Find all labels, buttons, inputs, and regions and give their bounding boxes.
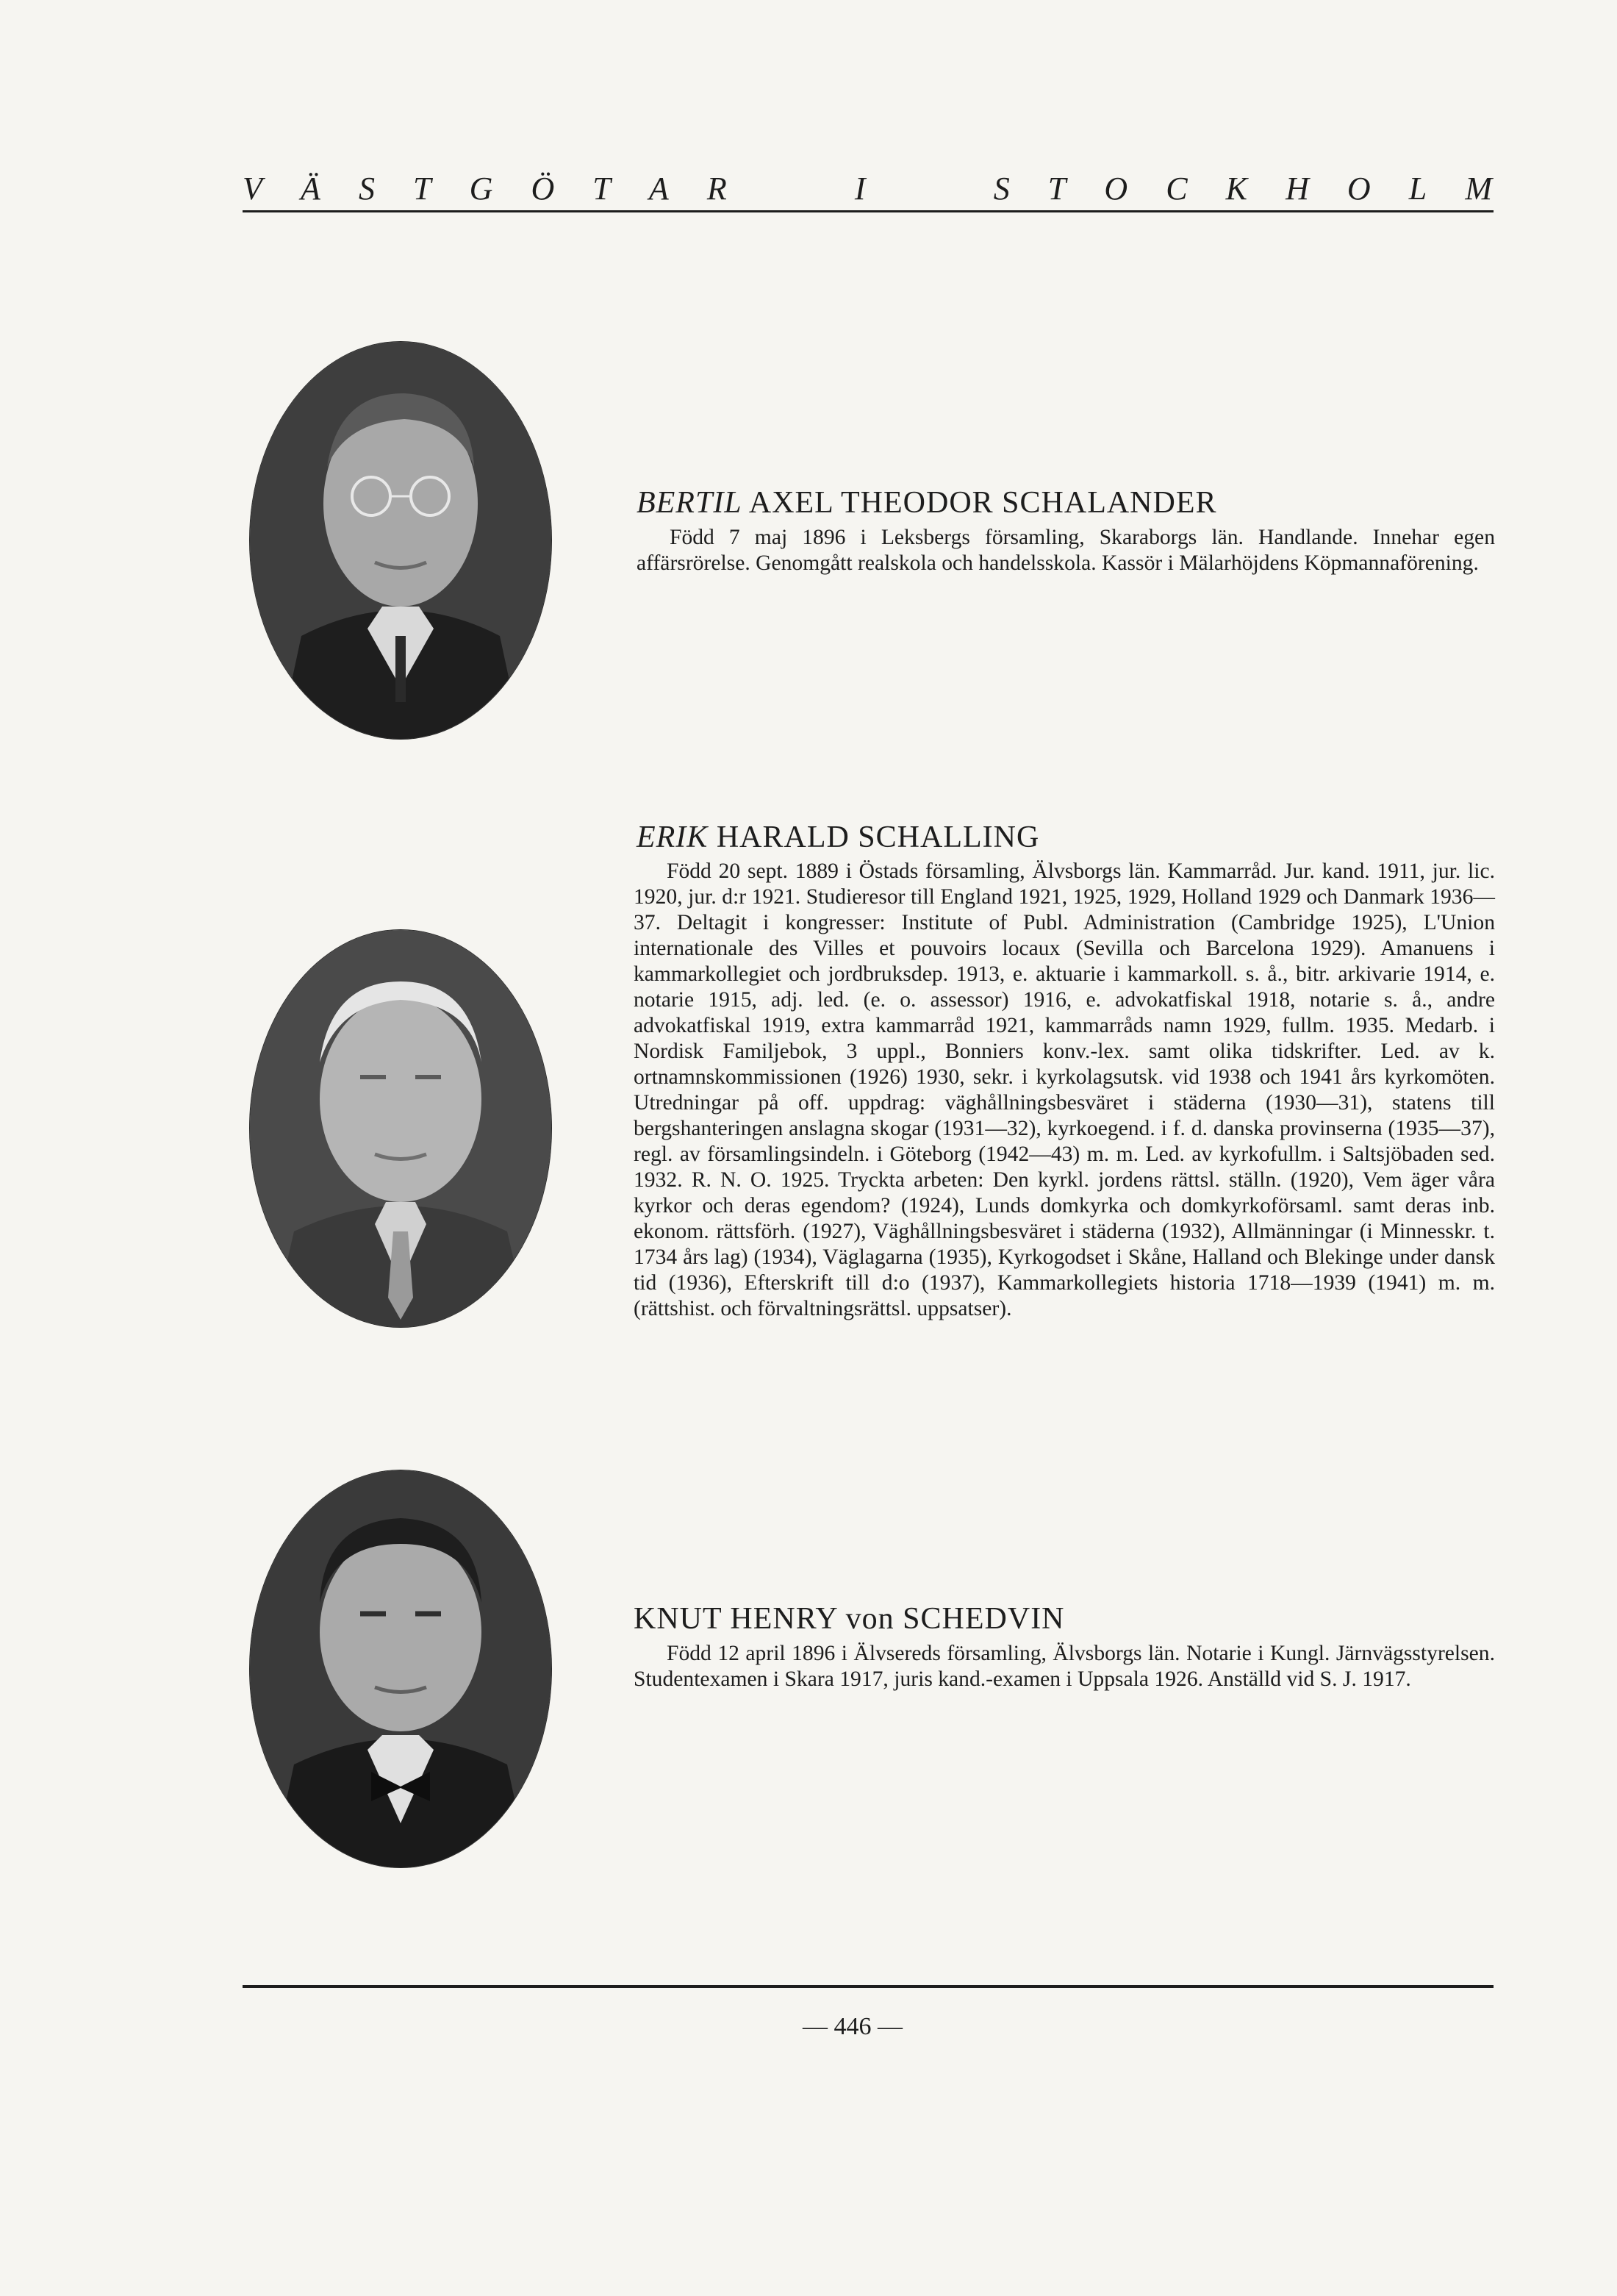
header-letter: T [413, 171, 431, 207]
portrait-schedvin [250, 1470, 551, 1867]
header-letter: Ö [531, 171, 555, 207]
entry-biography: Född 20 sept. 1889 i Östads församling, Älvsborgs län. Kammarråd. Jur. kand. 1911, jur. lic. 1920, jur. d:r 1921. Studieresor till England 1921, 1925, 1929, Holland 1929 och Danmark 1936—37. Deltagit i kongresser: Institute of Publ. Administration (Cambridge 1925), L'Union internationale des Villes et pouvoirs locaux (Sevilla och Barcelona 1929). Amanuens i kammarkollegiet och jordbruksdep. 1913, e. aktuarie i kammarkoll. s. å., bitr. arkivarie 1914, e. notarie 1915, adj. led. (e. o. assessor) 1916, e. advokatfiskal 1918, notarie s. å., andre advokatfiskal 1919, extra kammarråd 1921, kammarråds namn 1929, fullm. 1935. Medarb. i Nordisk Familjebok, 3 uppl., Bonniers konv.-lex. samt olika tidskrifter. Led. av k. ortnamnskommissionen (1926) 1930, sekr. i kyrkolagsutsk. vid 1938 och 1941 års kyrkomöten. Utredningar på off. uppdrag: väghållningsbesväret i städerna (1930—31), statens till bergshanteringen anslagna skogar (1931—32), kyrkoegend. i f. d. danska provinserna (1935—37), regl. av församlingsindeln. i Göteborg (1942—43) m. m. Led. av kyrkofullm. i Saltsjöbaden sed. 1932. R. N. O. 1925. Tryckta arbeten: Den kyrkl. jordens rättsl. ställn. (1920), Vem äger våra kyrkor och deras egendom? (1924), Lunds domkyrka och domkyrkoförsaml. samt deras inb. ekonom. rättsförh. (1927), Väghållningsbesväret i städerna (1932), Allmänningar (i Minnesskr. t. 1734 års lag) (1934), Väglagarna (1935), Kyrkogodset i Skåne, Halland och Blekinge under dansk tid (1936), Efterskrift till d:o (1937), Kammarkollegiets historia 1718—1939 (1941) m. m. (rättshist. och förvaltningsrättsl. uppsatser). [634, 859, 1495, 1320]
entry-full-name: KNUT HENRY von SCHEDVIN [634, 1602, 1065, 1636]
entry-biography: Född 12 april 1896 i Älvsereds församling, Älvsborgs län. Notarie i Kungl. Järnvägsstyrelsen. Studentexamen i Skara 1917, juris kand.-examen i Uppsala 1926. Anställd vid S. J. 1917. [634, 1642, 1495, 1691]
entry-first-name: BERTIL [637, 486, 742, 520]
header-letter: C [1166, 171, 1188, 207]
header-letter: M [1465, 171, 1492, 207]
entry-title [634, 1601, 1065, 1637]
header-letter: H [1286, 171, 1309, 207]
entry-rest-name: HARALD SCHALLING [716, 820, 1040, 854]
entry-biography: Född 7 maj 1896 i Leksbergs församling, Skaraborgs län. Handlande. Innehar egen affärsrörelse. Genomgått realskola och handelsskola. Kassör i Mälarhöjdens Köpmannaförening. [637, 526, 1495, 575]
entry-title [637, 485, 1217, 521]
portrait-photo [250, 1470, 551, 1867]
header-rule [243, 210, 1494, 212]
entry-first-name: ERIK [637, 820, 709, 854]
header-letter: O [1347, 171, 1371, 207]
portrait-schalander [250, 342, 551, 739]
header-letter: L [1408, 171, 1427, 207]
entry-rest-name: AXEL THEODOR SCHALANDER [748, 486, 1217, 520]
portrait-schalling [250, 930, 551, 1327]
entry-title [637, 820, 1039, 855]
header-letter: O [1104, 171, 1128, 207]
header-letter: K [1225, 171, 1247, 207]
header-letter: A [648, 171, 669, 207]
header-letter: V [243, 171, 262, 207]
header-letter: S [993, 171, 1010, 207]
page-number: — 446 — [803, 2013, 903, 2040]
header-letter: S [358, 171, 375, 207]
footer-rule [243, 1985, 1494, 1988]
header-letter: Ä [300, 171, 320, 207]
header-letter: G [469, 171, 493, 207]
running-header [243, 163, 1492, 207]
header-letter: R [706, 171, 727, 207]
header-letter: T [592, 171, 611, 207]
portrait-photo [250, 930, 551, 1327]
header-word-i: I [854, 171, 866, 207]
header-letter: T [1047, 171, 1066, 207]
portrait-photo [250, 342, 551, 739]
